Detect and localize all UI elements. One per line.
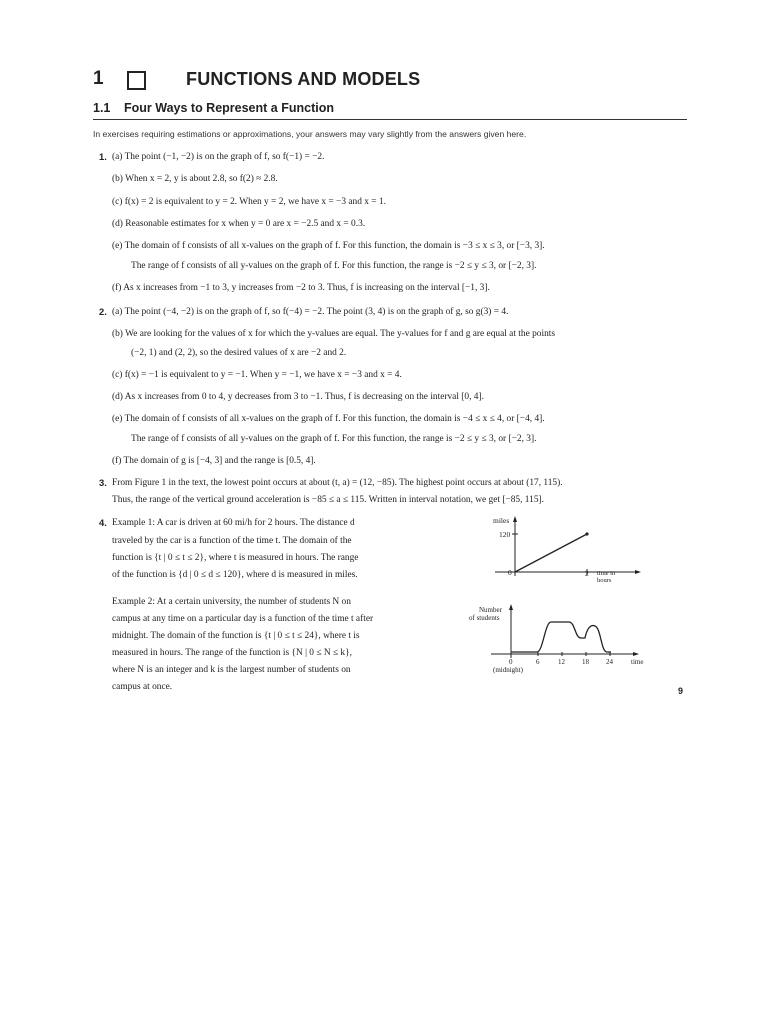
problem-line: measured in hours. The range of the function is {N | 0 ≤ N ≤ k}, [112,648,352,658]
y-axis-label: of students [469,614,500,622]
x-tick-label: 18 [582,658,589,666]
problem-line: campus at any time on a particular day is a function of the time t after [112,614,374,624]
problem-line: From Figure 1 in the text, the lowest point occurs at about (t, a) = (12, −85). The highest point occurs at about (17, 115). [112,478,563,488]
problem-line: The range of f consists of all y-values on the graph of f. For this function, the range is −2 ≤ y ≤ 3, or [−2, 3]. [131,434,537,444]
origin-label: 0 [508,568,512,577]
y-axis-label: Number [479,606,502,614]
x-axis-arrow-icon [633,652,639,656]
problem-line: function is {t | 0 ≤ t ≤ 2}, where t is measured in hours. The range [112,553,359,563]
chapter-number: 1 [93,68,104,89]
problem-line: Example 2: At a certain university, the number of students N on [112,597,351,607]
problem-line: Thus, the range of the vertical ground acceleration is −85 ≤ a ≤ 115. Written in interval notation, we get [−85, 115]. [112,495,544,505]
x-tick-label: 6 [536,658,540,666]
problem-line: of the function is {d | 0 ≤ d ≤ 120}, where d is measured in miles. [112,570,358,580]
problem-line: (e) The domain of f consists of all x-values on the graph of f. For this function, the domain is −4 ≤ x ≤ 4, or [−4, 4]. [112,414,545,424]
problem-line: (c) f(x) = 2 is equivalent to y = 2. When y = 2, we have x = −3 and x = 1. [112,197,386,207]
x-tick-label: 2 [585,569,589,578]
students-time-graph [465,600,665,680]
x-axis-label: hours [597,577,612,584]
x-axis-arrow-icon [635,570,641,574]
problem-line: where N is an integer and k is the largest number of students on [112,665,351,675]
origin-note: (midnight) [493,666,523,674]
x-axis-label: time [631,658,644,666]
problem-line: (b) When x = 2, y is about 2.8, so f(2) ≈ 2.8. [112,174,278,184]
problem-number: 1. [99,151,107,162]
x-tick-label: 12 [558,658,565,666]
students-curve [511,622,611,652]
x-tick-label: 24 [606,658,613,666]
problem-number: 4. [99,517,107,528]
x-axis-label: time in [597,570,616,577]
problem-number: 2. [99,306,107,317]
problem-number: 3. [99,477,107,488]
x-tick-label: 0 [509,658,513,666]
problem-line: (−2, 1) and (2, 2), so the desired values of x are −2 and 2. [131,348,347,358]
distance-line [515,534,587,572]
problem-line: (d) As x increases from 0 to 4, y decreases from 3 to −1. Thus, f is decreasing on the interval [0, 4]. [112,392,484,402]
problem-line: (f) The domain of g is [−4, 3] and the range is [0.5, 4]. [112,456,316,466]
problem-line: (b) We are looking for the values of x for which the y-values are equal. The y-values for f and g are equal at the points [112,329,556,339]
problem-line: midnight. The domain of the function is {t | 0 ≤ t ≤ 24}, where t is [112,631,360,641]
problem-line: (a) The point (−1, −2) is on the graph of f, so f(−1) = −2. [112,152,325,162]
y-tick-label: 120 [499,530,511,539]
y-axis-label: miles [493,516,510,525]
section-divider [93,119,687,120]
y-axis-arrow-icon [509,604,513,610]
section-number: 1.1 [93,101,111,115]
distance-time-graph [465,512,665,592]
chapter-box-icon [127,71,146,90]
problem-line: traveled by the car is a function of the time t. The domain of the [112,536,352,546]
problem-line: (c) f(x) = −1 is equivalent to y = −1. When y = −1, we have x = −3 and x = 4. [112,370,402,380]
page-number: 9 [677,686,683,696]
intro-note: In exercises requiring estimations or approximations, your answers may vary slightly from the answers given here. [93,129,527,139]
endpoint-dot [585,532,588,535]
problem-line: (a) The point (−4, −2) is on the graph of f, so f(−4) = −2. The point (3, 4) is on the graph of g, so g(3) = 4. [112,307,509,317]
problem-line: Example 1: A car is driven at 60 mi/h for 2 hours. The distance d [112,518,355,528]
problem-line: The range of f consists of all y-values on the graph of f. For this function, the range is −2 ≤ y ≤ 3, or [−2, 3]. [131,261,537,271]
section-title: Four Ways to Represent a Function [124,101,334,115]
y-axis-arrow-icon [513,516,517,522]
problem-line: (e) The domain of f consists of all x-values on the graph of f. For this function, the domain is −3 ≤ x ≤ 3, or [−3, 3]. [112,241,545,251]
chapter-title: FUNCTIONS AND MODELS [186,69,421,89]
problem-line: (d) Reasonable estimates for x when y = 0 are x = −2.5 and x = 0.3. [112,219,366,229]
problem-line: campus at once. [112,682,173,692]
problem-line: (f) As x increases from −1 to 3, y increases from −2 to 3. Thus, f is increasing on the interval [−1, 3]. [112,283,490,293]
